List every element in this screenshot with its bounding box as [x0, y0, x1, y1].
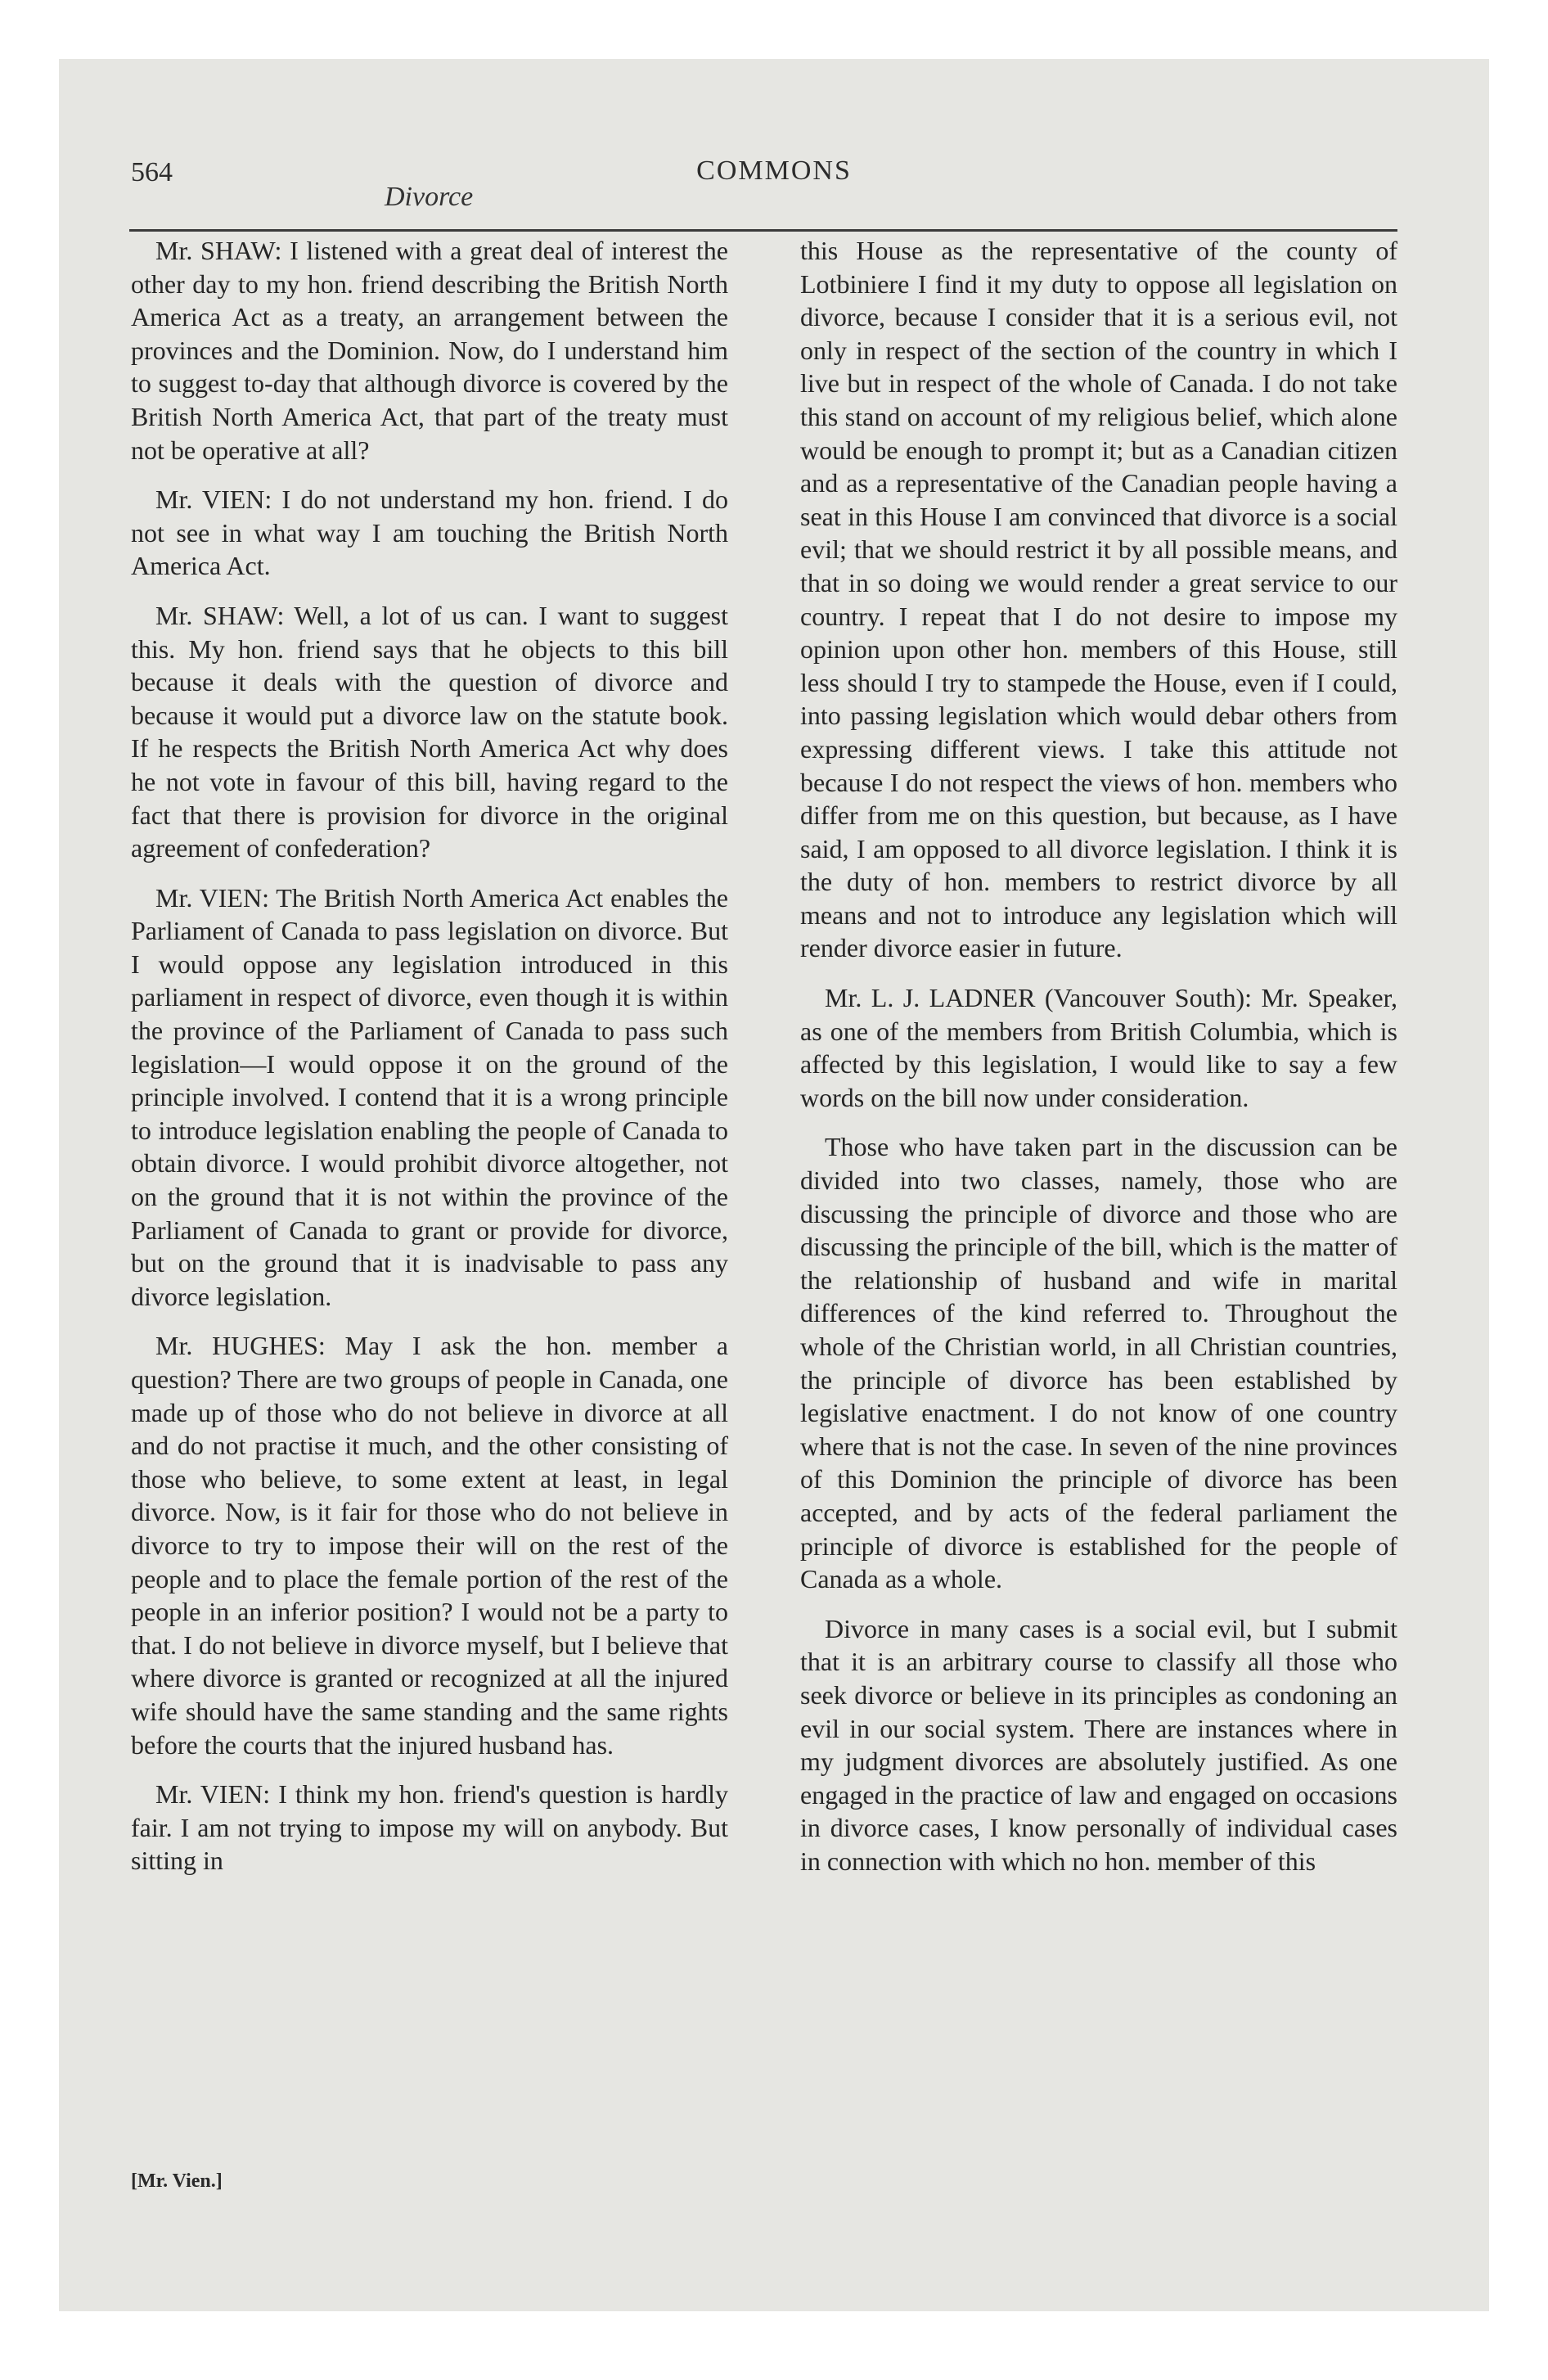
paragraph-text: Those who have taken part in the discussion can be divided into two classes, namely, those who are discussing the principle of divorce and those who are discussing the principle of the bill, which is the matter of the relationship of husband and wife in marital differences of the kind referred to. Throughout the whole of the Christian world, in all Christian countries, the principle of divorce has been established by legislative enactment. I do not know of one country where that is not the case. In seven of the nine provinces of this Dominion the principle of divorce has been accepted, and by acts of the federal parliament the principle of divorce is established for the people of Canada as a whole.: [800, 1132, 1397, 1594]
section-heading: Divorce: [385, 182, 474, 212]
speaker-name: Mr. VIEN:: [155, 485, 272, 515]
speaker-name: Mr. HUGHES:: [155, 1331, 326, 1361]
paragraph-vien-1: [131, 483, 728, 583]
paragraph-shaw-1: [131, 234, 728, 467]
paragraph-text: Mr. Speaker, as one of the members from British Columbia, which is affected by this legislation, I would like to say a few words on the bill now under consideration.: [800, 983, 1398, 1112]
paragraph-text: I listened with a great deal of interest the other day to my hon. friend describing the British North America Act as a treaty, an arrangement between the provinces and the Dominion. Now, do I understand him to suggest to-day that although divorce is covered by the British North America Act, that part of the treaty must not be operative at all?: [131, 236, 729, 465]
header-rule: [129, 229, 1397, 232]
speaker-name: Mr. SHAW:: [155, 600, 285, 630]
paragraph-vien-continued: [800, 234, 1397, 965]
paragraph-text: Well, a lot of us can. I want to suggest this. My hon. friend says that he objects to this bill because it deals with the question of divorce and because it would put a divorce law on the statute book. If he respects the British North America Act why does he not vote in favour of this bill, having regard to the fact that there is provision for divorce in the original agreement of confederation?: [131, 600, 729, 863]
paragraph-text: May I ask the hon. member a question? There are two groups of people in Canada, one made up of those who do not believe in divorce at all and do not practise it much, and the other consisting of those who believe, to some extent at least, in legal divorce. Now, is it fair for those who do not believe in divorce to try to impose their will on the rest of the people and to place the female portion of the rest of the people in an inferior position? I would not be a party to that. I do not believe in divorce myself, but I believe that where divorce is granted or recognized at all the injured wife should have the same standing and the same rights before the courts that the injured husband has.: [131, 1331, 728, 1760]
page-number: 564: [131, 157, 173, 187]
paragraph-text: I think my hon. friend's question is hardly fair. I am not trying to impose my will on anybody. But sitting in: [131, 1779, 729, 1876]
paragraph-text: Divorce in many cases is a social evil, but I submit that it is an arbitrary course to classify all those who seek divorce or believe in its principles as condoning an evil in our social system. There are instances where in my judgment divorces are absolutely justified. As one engaged in the practice of law and engaged on occasions in divorce cases, I know personally of individual cases in connection with which no hon. member of this: [800, 1613, 1397, 1876]
speaker-name: Mr. L. J. LADNER (Vancouver South):: [825, 983, 1253, 1013]
paragraph-text: I do not understand my hon. friend. I do not see in what way I am touching the British North America Act.: [131, 485, 729, 581]
footer-speaker-tag: [Mr. Vien.]: [131, 2170, 223, 2192]
running-head: COMMONS: [696, 156, 852, 186]
paragraph-ladner-2: [800, 1130, 1397, 1595]
paragraph-hughes: [131, 1329, 728, 1761]
paragraph-text: this House as the representative of the county of Lotbiniere I find it my duty to oppose all legislation on divorce, because I consider that it is a serious evil, not only in respect of the section of the country in which I live but in respect of the whole of Canada. I do not take this stand on account of my religious belief, which alone would be enough to prompt it; but as a Canadian citizen and as a representative of the Canadian people having a seat in this House I am convinced that divorce is a social evil; that we should restrict it by all possible means, and that in so doing we would render a great service to our country. I repeat that I do not desire to impose my opinion upon other hon. members of this House, still less should I try to stampede the House, even if I could, into passing legislation which would debar others from expressing different views. I take this attitude not because I do not respect the views of hon. members who differ from me on this question, but because, as I have said, I am opposed to all divorce legislation. I think it is the duty of hon. members to restrict divorce by all means and not to introduce any legislation which will render divorce easier in future.: [800, 236, 1397, 963]
left-column: [131, 234, 728, 1894]
right-column: [800, 234, 1397, 1895]
paragraph-text: The British North America Act enables the Parliament of Canada to pass legislation on divorce. But I would oppose any legislation introduced in this parliament in respect of divorce, even though it is within the province of the Parliament of Canada to pass such legislation—I would oppose it on the ground of the principle involved. I contend that it is a wrong principle to introduce legislation enabling the people of Canada to obtain divorce. I would prohibit divorce altogether, not on the ground that it is not within the province of the Parliament of Canada to grant or provide for divorce, but on the ground that it is inadvisable to pass any divorce legislation.: [131, 882, 729, 1311]
speaker-name: Mr. VIEN:: [155, 1779, 271, 1810]
paragraph-ladner-1: [800, 981, 1397, 1114]
speaker-name: Mr. VIEN:: [155, 882, 269, 913]
speaker-name: Mr. SHAW:: [155, 236, 282, 265]
paragraph-vien-3: [131, 1778, 728, 1877]
paragraph-ladner-3: [800, 1612, 1397, 1878]
paragraph-shaw-2: [131, 599, 728, 865]
paragraph-vien-2: [131, 881, 728, 1314]
